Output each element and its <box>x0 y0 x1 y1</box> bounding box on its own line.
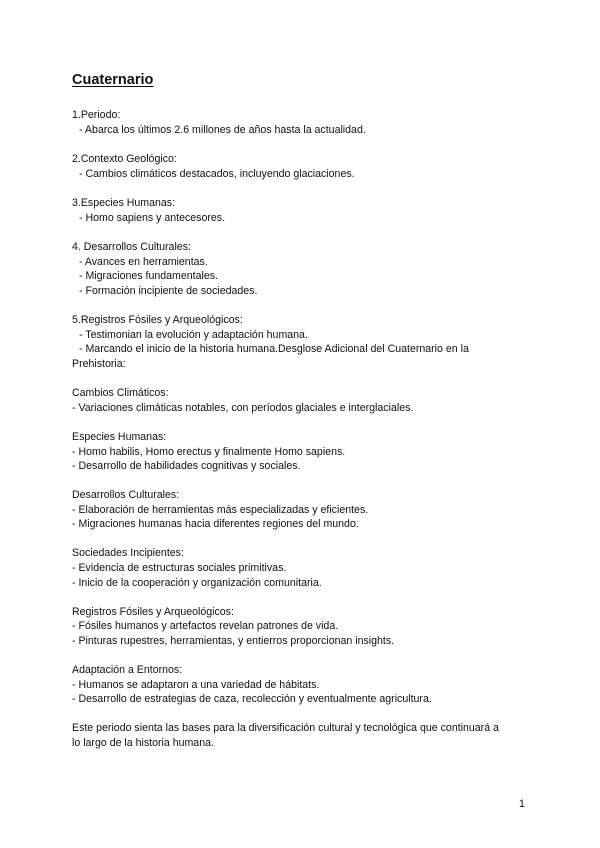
section-4-heading: 4. Desarrollos Culturales: <box>72 241 191 253</box>
page-number: 1 <box>519 798 525 810</box>
section-1-heading: 1.Periodo: <box>72 109 121 121</box>
section-5-line-2: - Marcando el inicio de la historia humana.Desglose Adicional del Cuaternario en la <box>79 343 469 355</box>
section-5-line-3: Prehistoria: <box>72 358 126 370</box>
sociedades-heading: Sociedades Incipientes: <box>72 547 184 559</box>
sociedades-line-1: - Evidencia de estructuras sociales primitivas. <box>72 562 287 574</box>
section-2-line-1: - Cambios climáticos destacados, incluyendo glaciaciones. <box>79 168 355 180</box>
section-5-heading: 5.Registros Fósiles y Arqueológicos: <box>72 314 243 326</box>
section-3-heading: 3.Especies Humanas: <box>72 197 176 209</box>
especies-heading: Especies Humanas: <box>72 431 167 443</box>
cambios-heading: Cambios Climáticos: <box>72 387 169 399</box>
especies-line-2: - Desarrollo de habilidades cognitivas y sociales. <box>72 460 301 472</box>
page-title: Cuaternario <box>72 72 154 88</box>
section-3-line-1: - Homo sapiens y antecesores. <box>79 212 226 224</box>
section-5-line-1: - Testimonian la evolución y adaptación humana. <box>79 329 308 341</box>
conclusion-line-2: lo largo de la historia humana. <box>72 737 214 749</box>
section-4-line-3: - Formación incipiente de sociedades. <box>79 285 258 297</box>
section-4-line-2: - Migraciones fundamentales. <box>79 270 218 282</box>
desarrollos-line-1: - Elaboración de herramientas más especializadas y eficientes. <box>72 504 369 516</box>
registros-line-1: - Fósiles humanos y artefactos revelan patrones de vida. <box>72 620 339 632</box>
cambios-line-1: - Variaciones climáticas notables, con períodos glaciales e interglaciales. <box>72 402 414 414</box>
desarrollos-heading: Desarrollos Culturales: <box>72 489 180 501</box>
especies-line-1: - Homo habilis, Homo erectus y finalmente Homo sapiens. <box>72 446 346 458</box>
section-1-line-1: - Abarca los últimos 2.6 millones de años hasta la actualidad. <box>79 124 366 136</box>
registros-line-2: - Pinturas rupestres, herramientas, y entierros proporcionan insights. <box>72 635 395 647</box>
conclusion-line-1: Este periodo sienta las bases para la diversificación cultural y tecnológica que continuará a <box>72 722 499 734</box>
adaptacion-heading: Adaptación a Entornos: <box>72 664 183 676</box>
adaptacion-line-1: - Humanos se adaptaron a una variedad de hábitats. <box>72 679 320 691</box>
adaptacion-line-2: - Desarrollo de estrategias de caza, recolección y eventualmente agricultura. <box>72 693 432 705</box>
desarrollos-line-2: - Migraciones humanas hacia diferentes regiones del mundo. <box>72 518 359 530</box>
registros-heading: Registros Fósiles y Arqueológicos: <box>72 606 234 618</box>
section-4-line-1: - Avances en herramientas. <box>79 256 208 268</box>
sociedades-line-2: - Inicio de la cooperación y organización comunitaria. <box>72 577 322 589</box>
section-2-heading: 2.Contexto Geológico: <box>72 153 177 165</box>
